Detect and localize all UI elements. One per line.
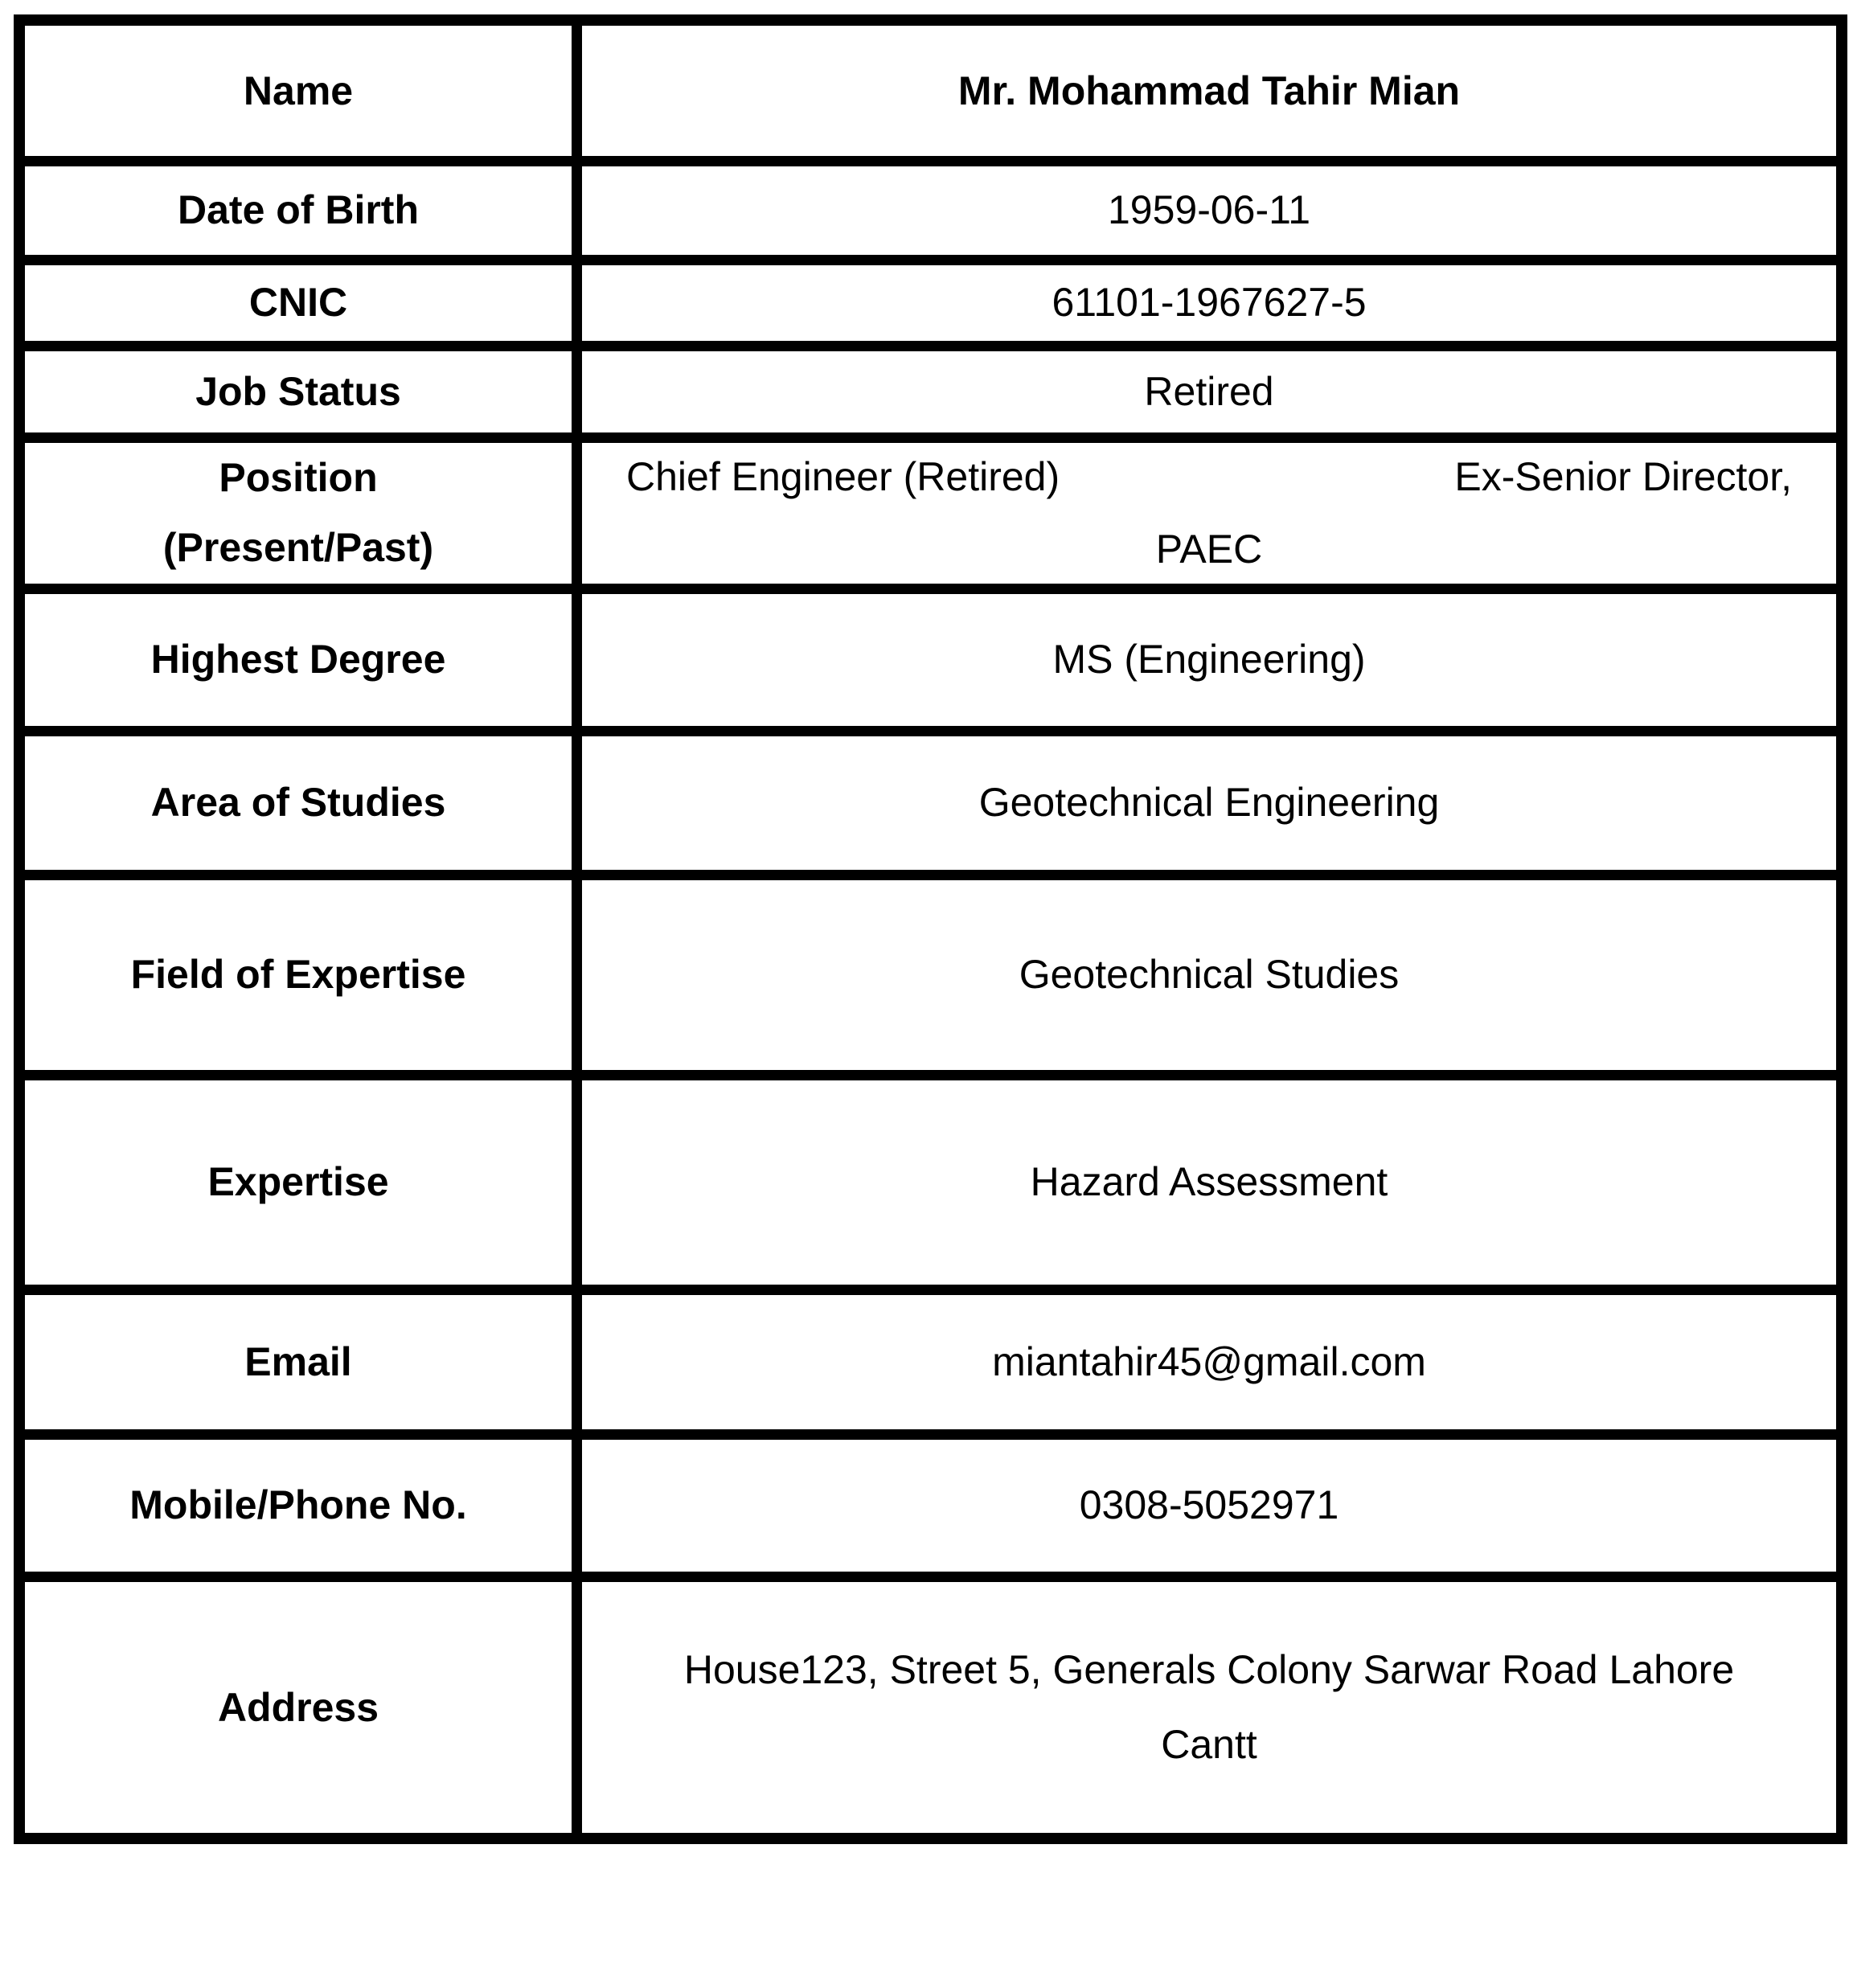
position-value-line1 [590, 452, 1828, 502]
row-name [19, 20, 1842, 161]
position-present: Chief Engineer (Retired) [626, 453, 1060, 499]
area-of-studies-value: Geotechnical Engineering [577, 731, 1843, 875]
position-value-line2: PAEC [1155, 527, 1263, 572]
row-position [19, 437, 1842, 588]
area-of-studies-label: Area of Studies [19, 731, 577, 875]
email-value: miantahir45@gmail.com [577, 1289, 1843, 1434]
row-mobile-phone [19, 1434, 1842, 1576]
position-label [19, 437, 577, 588]
position-past: Ex-Senior Director, [1454, 453, 1792, 499]
address-value-text: House123, Street 5, Generals Colony Sarwar Road Lahore Cantt [683, 1647, 1735, 1767]
cnic-value: 61101-1967627-5 [577, 260, 1843, 346]
row-area-of-studies [19, 731, 1842, 875]
name-value: Mr. Mohammad Tahir Mian [577, 20, 1843, 161]
row-field-of-expertise [19, 875, 1842, 1075]
mobile-phone-label: Mobile/Phone No. [19, 1434, 577, 1576]
row-address [19, 1576, 1842, 1838]
job-status-label: Job Status [19, 346, 577, 437]
row-expertise [19, 1075, 1842, 1289]
name-label: Name [19, 20, 577, 161]
date-of-birth-value: 1959-06-11 [577, 161, 1843, 260]
address-label: Address [19, 1576, 577, 1838]
highest-degree-label: Highest Degree [19, 588, 577, 731]
cnic-label: CNIC [19, 260, 577, 346]
expertise-label: Expertise [19, 1075, 577, 1289]
row-highest-degree [19, 588, 1842, 731]
mobile-phone-value: 0308-5052971 [577, 1434, 1843, 1576]
row-email [19, 1289, 1842, 1434]
row-date-of-birth [19, 161, 1842, 260]
position-value [577, 437, 1843, 588]
date-of-birth-label: Date of Birth [19, 161, 577, 260]
email-label: Email [19, 1289, 577, 1434]
row-job-status [19, 346, 1842, 437]
job-status-value: Retired [577, 346, 1843, 437]
field-of-expertise-label: Field of Expertise [19, 875, 577, 1075]
field-of-expertise-value: Geotechnical Studies [577, 875, 1843, 1075]
row-cnic [19, 260, 1842, 346]
highest-degree-value: MS (Engineering) [577, 588, 1843, 731]
profile-table [14, 14, 1847, 1844]
address-value [577, 1576, 1843, 1838]
expertise-value: Hazard Assessment [577, 1075, 1843, 1289]
position-label-text: Position (Present/Past) [162, 454, 434, 570]
